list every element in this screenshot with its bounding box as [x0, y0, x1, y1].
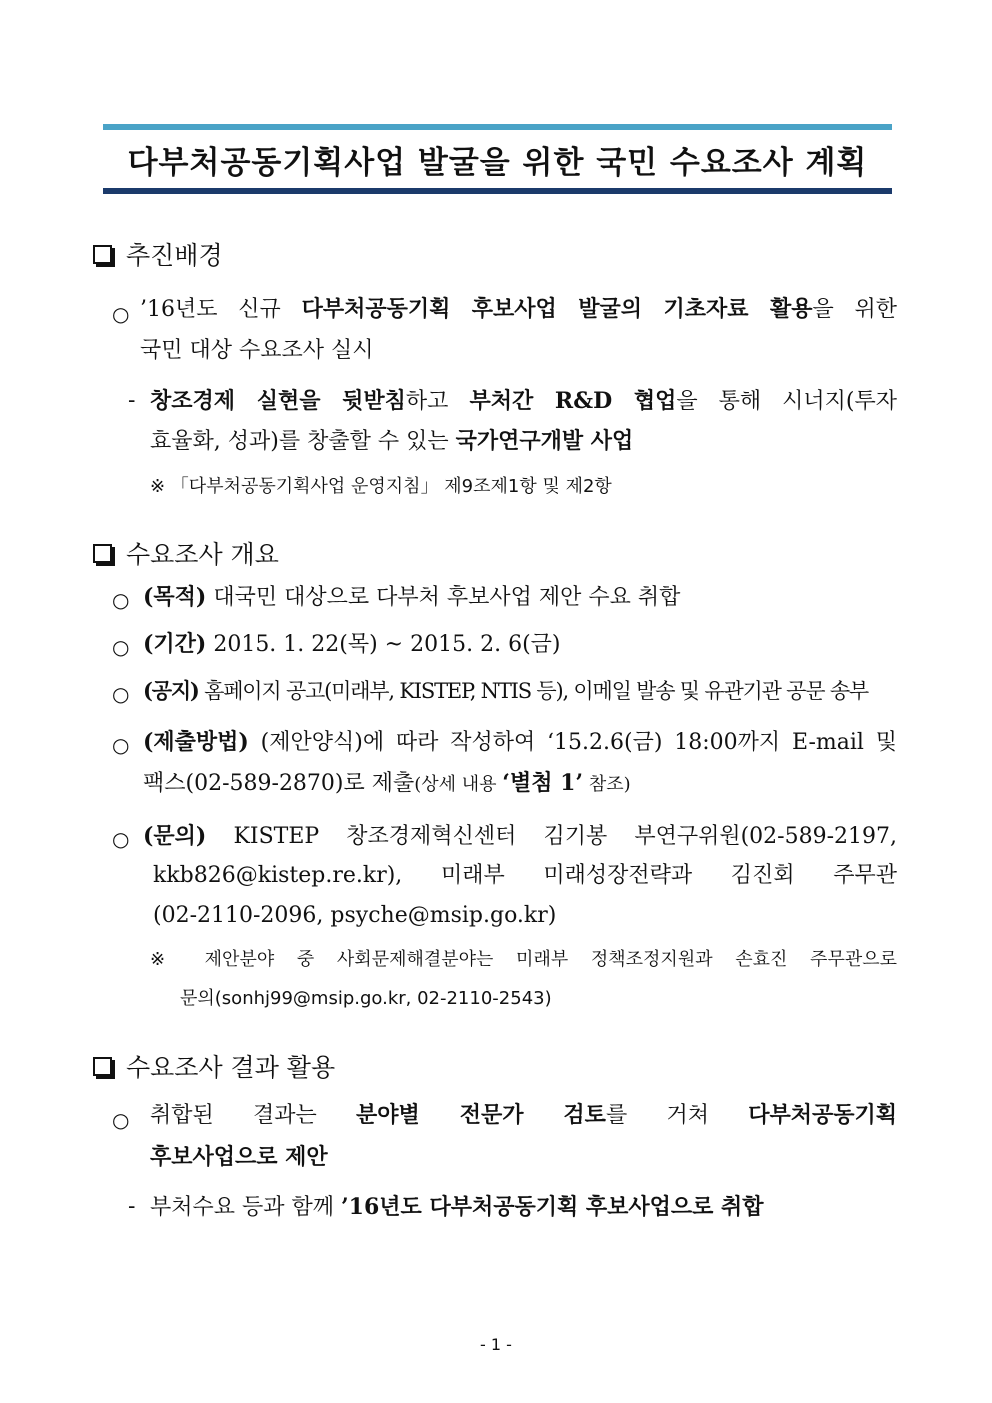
checkbox-icon: [93, 544, 112, 563]
paragraph-line: [150, 390, 897, 413]
circle-bullet-icon: ○: [112, 588, 130, 612]
bold-text-run: 후보사업으로 제안: [150, 1144, 328, 1170]
bold-text-run: 국가연구개발 사업: [455, 428, 634, 454]
text-run: 대국민 대상으로 다부처 후보사업 제안 수요 취합: [206, 585, 681, 610]
text-run: 2015. 1. 22(목) ~ 2015. 2. 6(금): [206, 632, 561, 657]
bold-text-run: ‘별첨 1’: [502, 770, 584, 796]
paragraph-line: [150, 430, 633, 453]
text-run: 취합된 결과는: [150, 1103, 357, 1128]
text-run: (상세 내용: [414, 774, 503, 795]
checkbox-icon: [93, 245, 112, 264]
text-run: (제안양식)에 따라 작성하여 ‘15.2.6(금) 18:00까지 E-mail 및: [248, 730, 897, 755]
bold-text-run: 분야별 전문가 검토: [356, 1102, 606, 1128]
bold-text-run: 창조경제 실현을 뒷받침: [150, 388, 406, 414]
title-box: [103, 124, 892, 194]
bold-text-run: ’16년도 다부처공동기획 후보사업으로 취합: [341, 1194, 764, 1220]
purpose-line: [143, 586, 680, 609]
text-run: KISTEP 창조경제혁신센터 김기봉 부연구위원(02-589-2197,: [206, 824, 897, 849]
dash-bullet: -: [128, 388, 136, 413]
text-run: 참조): [583, 774, 631, 795]
section-heading-text: 수요조사 개요: [126, 540, 279, 569]
submit-line-2: [143, 772, 631, 795]
text-run: 홈페이지 공고(미래부, KISTEP, NTIS 등), 이메일 발송 및 유관기관 공문 송부: [198, 679, 869, 703]
circle-bullet-icon: ○: [112, 1108, 130, 1132]
inquiry-note: ※ 제안분야 중 사회문제해결분야는 미래부 정책조정지원과 손효진 주무관으로: [150, 949, 897, 970]
text-run: ’16년도 신규: [140, 297, 302, 322]
paragraph-line: [150, 1146, 328, 1169]
reference-note: ※ 「다부처공동기획사업 운영지침」 제9조제1항 및 제2항: [150, 476, 612, 497]
text-run: 을 통해 시너지(투자: [676, 389, 898, 414]
circle-bullet-icon: ○: [112, 635, 130, 659]
bold-text-run: (기간): [143, 631, 207, 657]
section-heading-text: 수요조사 결과 활용: [126, 1053, 336, 1082]
submit-line: [143, 731, 897, 754]
paragraph-line: [140, 298, 897, 321]
bold-text-run: 다부처공동기획: [748, 1102, 897, 1128]
dash-bullet: -: [128, 1194, 136, 1219]
section-heading-overview: [93, 535, 279, 571]
notice-line: [143, 680, 868, 702]
text-run: 팩스(02-589-2870)로 제출: [143, 771, 415, 796]
period-line: [143, 633, 561, 656]
text-run: 부처수요 등과 함께: [150, 1195, 341, 1220]
section-heading-background: [93, 236, 223, 272]
bold-text-run: 부처간 R&D 협업: [469, 388, 677, 414]
page-number: - 1 -: [480, 1335, 512, 1354]
text-run: 하고: [405, 389, 470, 414]
checkbox-icon: [93, 1057, 112, 1076]
bold-text-run: (제출방법): [143, 729, 249, 755]
text-run: 효율화, 성과)를 창출할 수 있는: [150, 429, 456, 454]
bold-text-run: (목적): [143, 584, 207, 610]
circle-bullet-icon: ○: [112, 733, 130, 757]
bold-text-run: 다부처공동기획 후보사업 발굴의 기초자료 활용: [301, 296, 813, 322]
text-run: 를 거쳐: [605, 1103, 749, 1128]
circle-bullet-icon: ○: [112, 827, 130, 851]
bold-text-run: (공지): [143, 678, 199, 703]
contact-line-2: kkb826@kistep.re.kr), 미래부 미래성장전략과 김진회 주무관: [153, 863, 897, 888]
bold-text-run: (문의): [143, 823, 207, 849]
document-title: 다부처공동기획사업 발굴을 위한 국민 수요조사 계획: [127, 144, 868, 181]
section-heading-text: 추진배경: [126, 241, 223, 270]
inquiry-note-2: 문의(sonhj99@msip.go.kr, 02-2110-2543): [180, 988, 552, 1009]
circle-bullet-icon: ○: [112, 682, 130, 706]
paragraph-line: [150, 1196, 764, 1219]
paragraph-line: 국민 대상 수요조사 실시: [140, 338, 374, 363]
text-run: 을 위한: [812, 297, 897, 322]
contact-line: [143, 825, 897, 848]
section-heading-usage: [93, 1048, 335, 1084]
circle-bullet-icon: ○: [112, 302, 130, 326]
paragraph-line: [150, 1104, 897, 1127]
contact-line-3: (02-2110-2096, psyche@msip.go.kr): [153, 903, 557, 928]
